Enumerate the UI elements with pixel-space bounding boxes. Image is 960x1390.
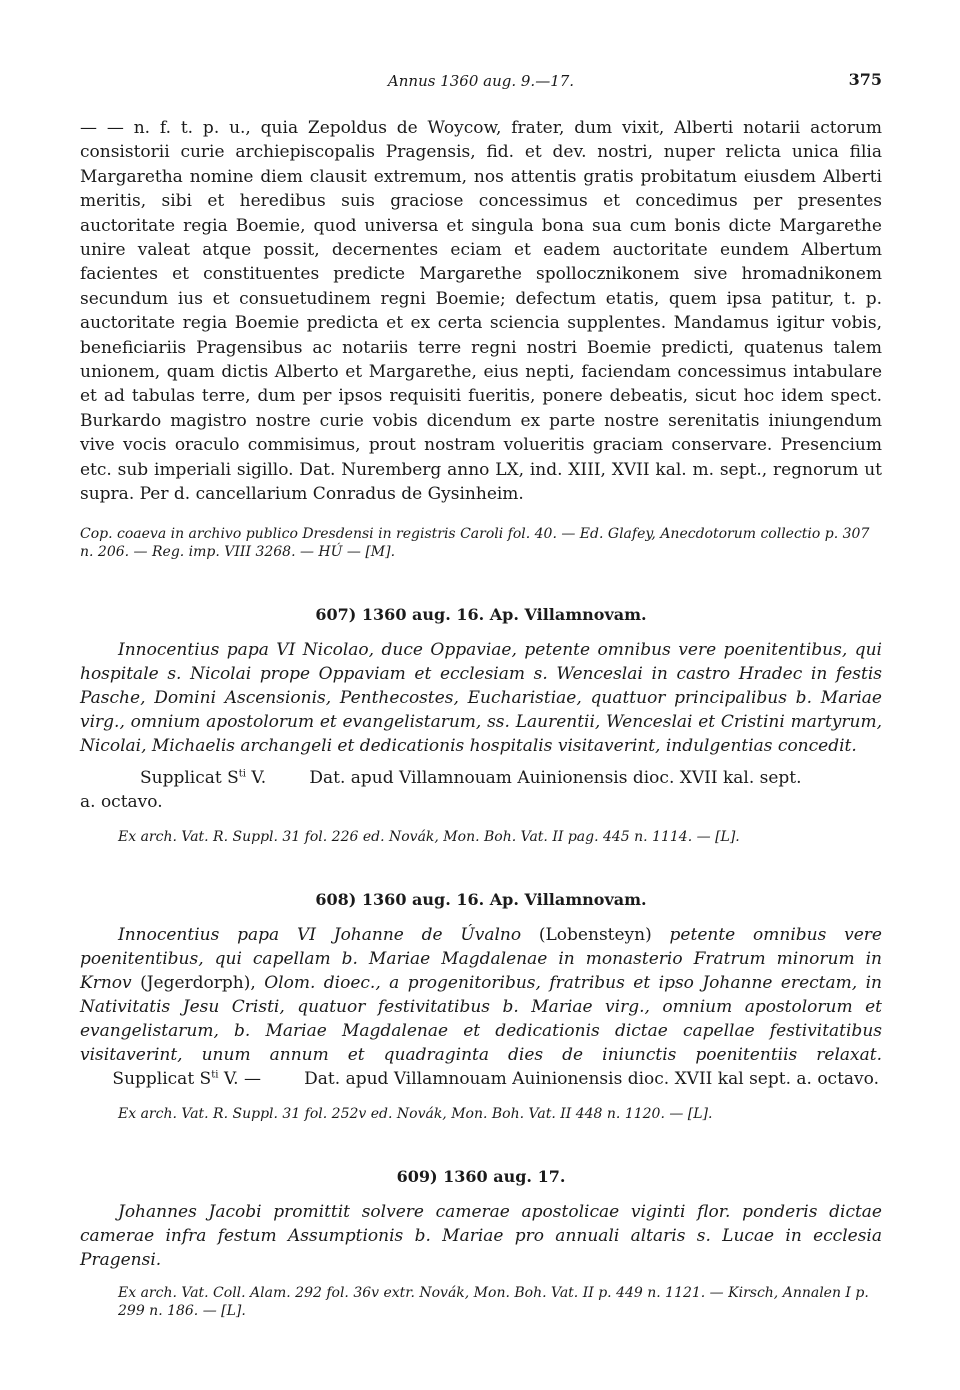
entry-608-regest-part3: Olom. dioec., a progenitoribus, fratribus et ipso Johanne erectam, in Nativitatis Jesu Cristi, quatuor festivitatibus b. Mariae virg., omnium apostolorum et evangelistarum, b. Mariae Magdalenae et dedicationis dictae capellae festivitatibus visitaverint, unum annum et quadraginta dies de iniunctis poenitentiis relaxat.	[80, 972, 882, 1065]
entry-609-regest: Johannes Jacobi promittit solvere camerae apostolicae viginti flor. ponderis dictae camerae infra festum Assumptionis b. Mariae pro annuali altaris s. Lucae in ecclesia Pragensi.	[80, 1201, 882, 1270]
entry-607-regest: Innocentius papa VI Nicolao, duce Oppaviae, petente omnibus vere poenitentibus, qui hospitale s. Nicolai prope Oppaviam et ecclesiam s. Wenceslai in castro Hradec in festis Pasche, Domini Ascensionis, Penthecostes, Eucharistiae, quattuor principalibus b. Mariae virg., omnium apostolorum et evangelistarum, ss. Laurentii, Wenceslai et Cristini martyrum, Nicolai, Michaelis archangeli et dedicationis hospitalis visitaverint, indulgentias concedit.	[80, 639, 882, 756]
running-title: Annus 1360 aug. 9.—17.	[387, 72, 575, 90]
entry-607-superscript: ti	[238, 767, 246, 779]
entry-607-heading: 607) 1360 aug. 16. Ap. Villamnovam.	[315, 604, 647, 624]
charter-text: — — n. f. t. p. u., quia Zepoldus de Woycow, frater, dum vixit, Alberti notarii actorum consistorii curie archiepiscopalis Pragensis, fid. et dev. nostri, nuper relicta unica filia Margaretha nomine diem clausit extremum, nos attentis gratis probitatum eiusdem Alberti meritis, sibi et heredibus suis graciose concessimus et concedimus per presentes auctoritate regia Boemie, quod universa et singula bona sua cum bonis dicte Margarethe unire valeat atque possit, decernentes eciam et eadem auctoritate eundem Albertum facientes et constituentes predicte Margarethe spollocznikonem sive hromadnikonem secundum ius et consuetudinem regni Boemie; defectum etatis, quem ipsa patitur, t. p. auctoritate regia Boemie predicta et ex certa sciencia supplentes. Mandamus igitur vobis, beneficiariis Pragensibus ac notariis terre regni nostri Boemie predicti, quatenus talem unionem, quam dictis Alberto et Margarethe, eius nepti, faciendam concessimus intabulare et ad tabulas terre, dum per ipsos requisiti fueritis, ponere debeatis, sicut hoc idem spect. Burkardo magistro nostre curie vobis dicendum ex parte nostre serenitatis iniungendum vive vocis oraculo commisimus, prout nostram volueritis graciam conservare. Presencium etc. sub imperiali sigillo. Dat. Nuremberg anno LX, ind. XIII, XVII kal. m. sept., regnorum ut supra. Per d. cancellarium Conradus de Gysinheim.	[80, 118, 882, 505]
entry-607-supplicat: Supplicat S	[140, 767, 239, 788]
entry-608-source: Ex arch. Vat. R. Suppl. 31 fol. 252v ed. Novák, Mon. Boh. Vat. II 448 n. 1120. — [L].	[118, 1105, 713, 1122]
entry-609-heading: 609) 1360 aug. 17.	[396, 1166, 566, 1186]
entry-608-superscript: ti	[211, 1068, 219, 1080]
entry-608-regest-part2: petente omnibus vere poenitentibus, qui capellam b. Mariae Magdalenae in monasterio Fratrum minorum in Krnov	[80, 924, 882, 993]
entry-608-dat: V. — Dat. apud Villamnouam Auinionensis dioc. XVII kal sept. a. octavo.	[218, 1068, 879, 1089]
page-number: 375	[848, 70, 882, 89]
document-page	[80, 70, 882, 1320]
charter-source-note: Cop. coaeva in archivo publico Dresdensi in registris Caroli fol. 40. — Ed. Glafey, Anecdotorum collectio p. 307 n. 206. — Reg. imp. VIII 3268. — HÚ — [M].	[80, 525, 870, 560]
entry-607-dat: V. Dat. apud Villamnouam Auinionensis dioc. XVII kal. sept.	[246, 767, 802, 788]
entry-608-regest	[80, 923, 882, 1091]
entry-608-regest-part1: Innocentius papa VI Johanne de Úvalno	[118, 924, 539, 945]
entry-608-regest-jegerdorph: (Jegerdorph),	[140, 972, 256, 993]
entry-608-heading: 608) 1360 aug. 16. Ap. Villamnovam.	[315, 889, 647, 909]
page-header	[80, 70, 882, 100]
entry-608-supplicat: Supplicat S	[80, 1068, 212, 1089]
entry-607-dating	[80, 766, 882, 790]
entry-607-dating-end: a. octavo.	[80, 791, 163, 812]
entry-608-regest-lobensteyn: (Lobensteyn)	[538, 924, 652, 945]
entry-607-source: Ex arch. Vat. R. Suppl. 31 fol. 226 ed. Novák, Mon. Boh. Vat. II pag. 445 n. 1114. — [L].	[118, 828, 740, 845]
entry-609-source: Ex arch. Vat. Coll. Alam. 292 fol. 36v extr. Novák, Mon. Boh. Vat. II p. 449 n. 1121. — Kirsch, Annalen I p. 299 n. 186. — [L].	[118, 1284, 869, 1319]
